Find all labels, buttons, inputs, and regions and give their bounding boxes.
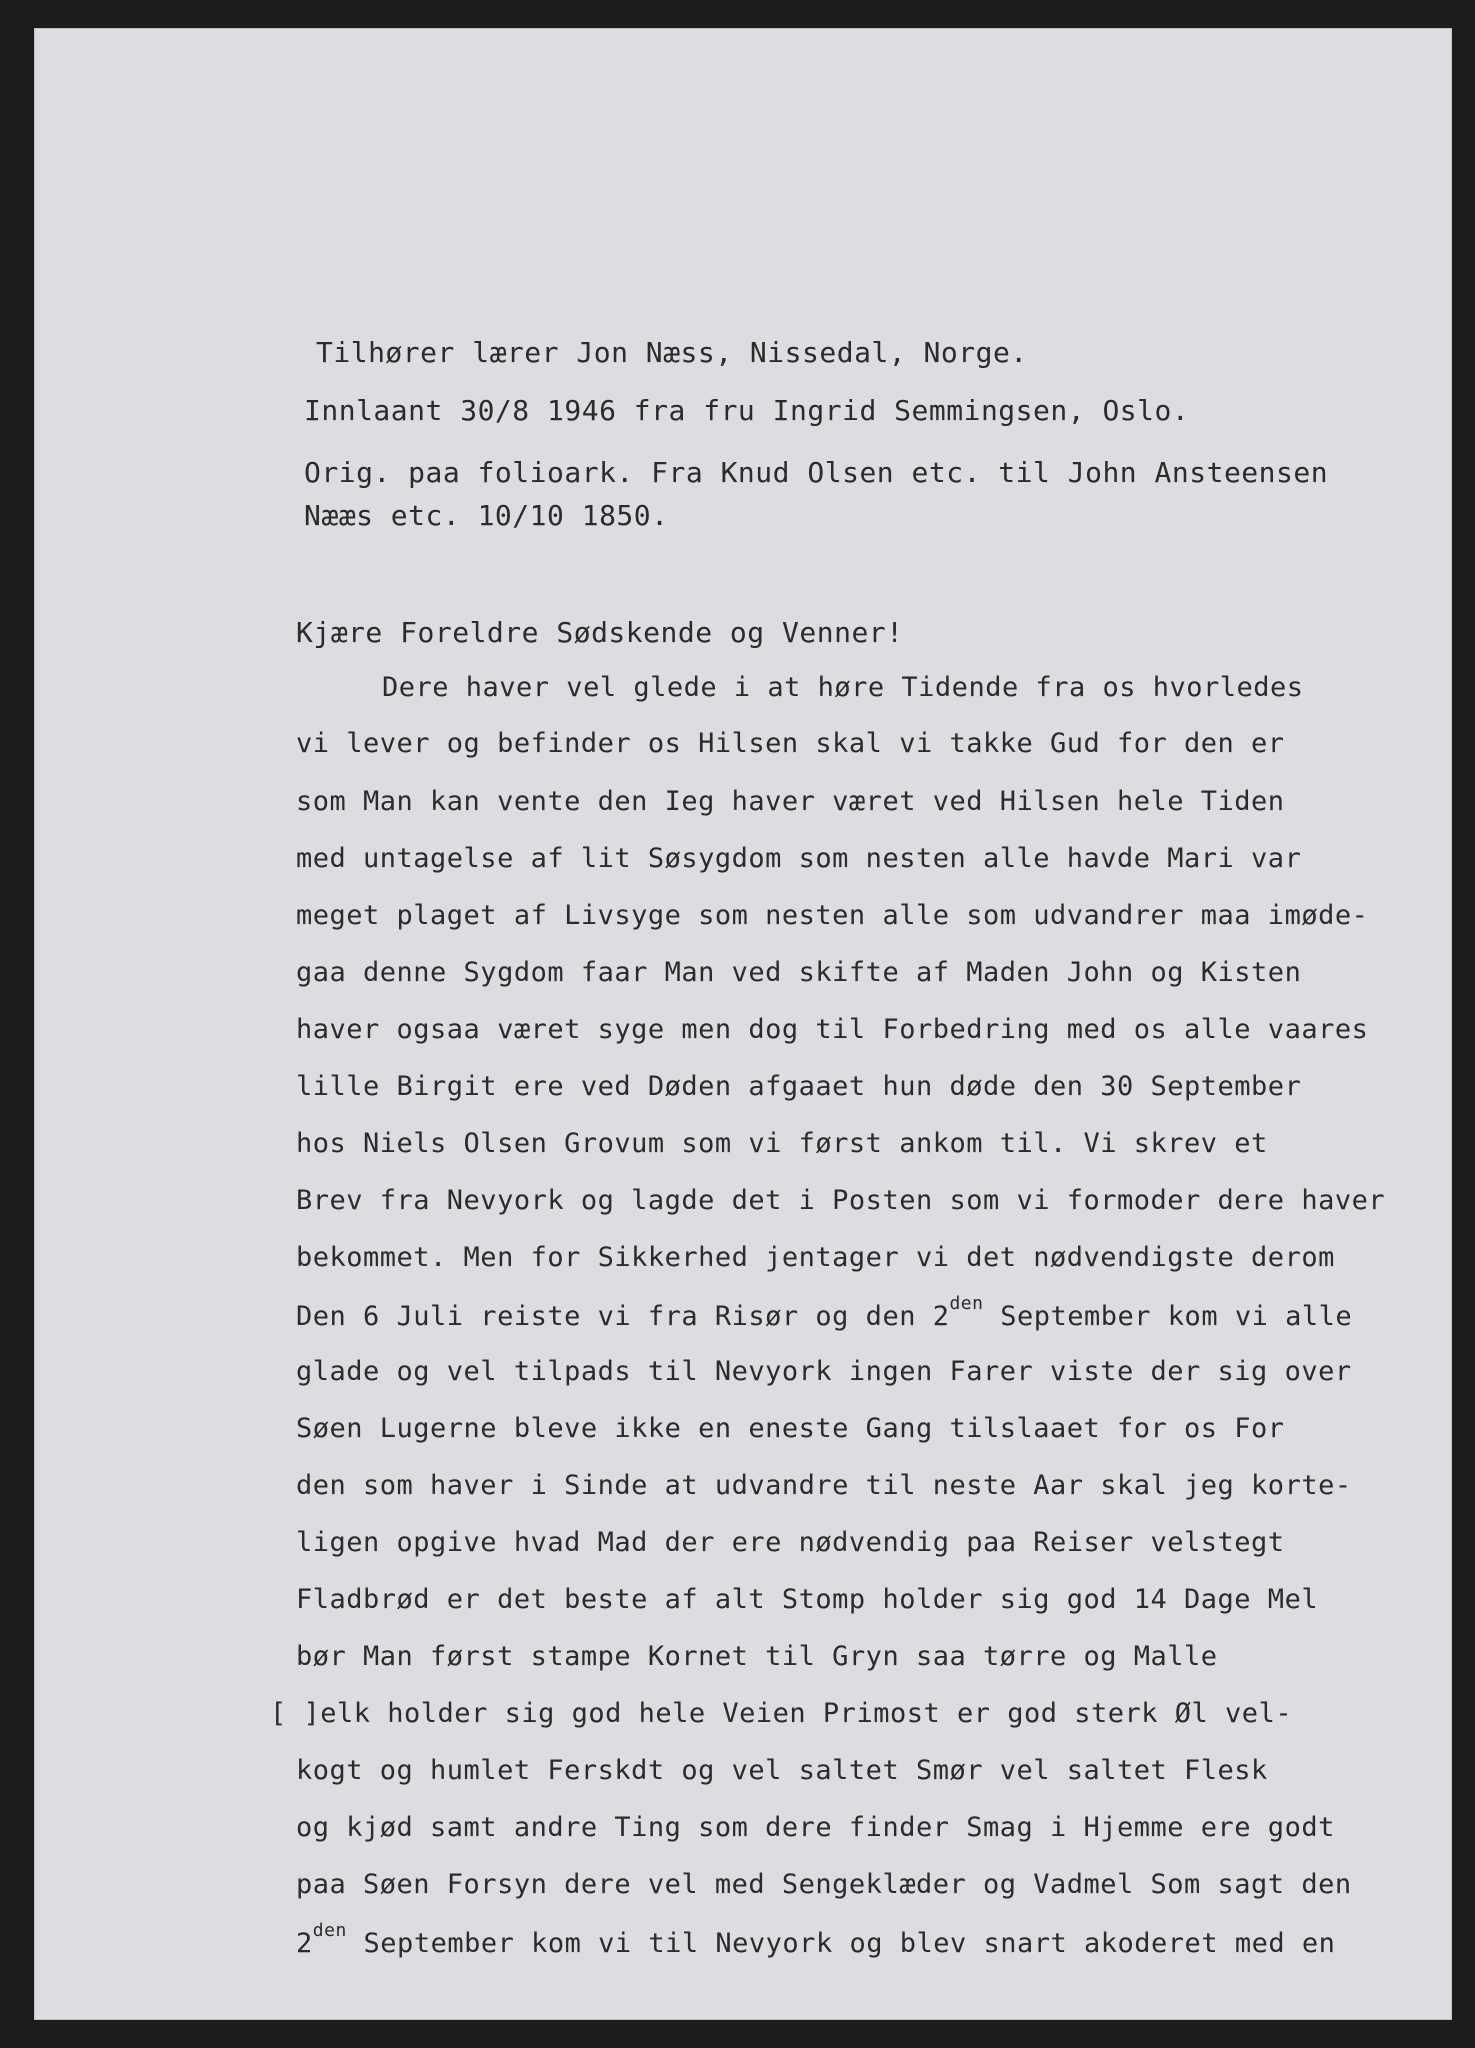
document-sheet xyxy=(34,28,1452,2020)
letter-line: gaa denne Sygdom faar Man ved skifte af Maden John og Kisten xyxy=(296,957,1302,988)
letter-line: den som haver i Sinde at udvandre til neste Aar skal jeg korte- xyxy=(296,1470,1352,1501)
header-line-3: Orig. paa folioark. Fra Knud Olsen etc. til John Ansteensen xyxy=(304,456,1329,489)
letter-line-text: September kom vi til Nevyork og blev snart akoderet med en xyxy=(363,1928,1336,1959)
header-line-1: Tilhører lærer Jon Næss, Nissedal, Norge. xyxy=(316,336,1028,369)
superscript-den: den xyxy=(949,1293,984,1314)
letter-line-text: September kom vi alle xyxy=(1000,1301,1353,1332)
letter-line: bekommet. Men for Sikkerhed jentager vi det nødvendigste derom xyxy=(296,1242,1335,1273)
letter-line: ligen opgive hvad Mad der ere nødvendig paa Reiser velstegt xyxy=(296,1527,1285,1558)
letter-line: paa Søen Forsyn dere vel med Sengeklæder og Vadmel Som sagt den xyxy=(296,1869,1352,1900)
letter-line: kogt og humlet Ferskdt og vel saltet Smør vel saltet Flesk xyxy=(296,1755,1268,1786)
header-line-2: Innlaant 30/8 1946 fra fru Ingrid Semmingsen, Oslo. xyxy=(304,394,1190,427)
letter-line: Brev fra Nevyork og lagde det i Posten som vi formoder dere haver xyxy=(296,1185,1386,1216)
letter-salutation: Kjære Foreldre Sødskende og Venner! xyxy=(296,616,904,649)
letter-line xyxy=(296,1293,1353,1332)
letter-line: og kjød samt andre Ting som dere finder Smag i Hjemme ere godt xyxy=(296,1812,1335,1843)
letter-line: som Man kan vente den Ieg haver været ved Hilsen hele Tiden xyxy=(296,786,1285,817)
letter-line xyxy=(296,1920,1336,1959)
letter-line: meget plaget af Livsyge som nesten alle som udvandrer maa imøde- xyxy=(296,900,1369,931)
letter-line: [ ]elk holder sig god hele Veien Primost er god sterk Øl vel- xyxy=(270,1698,1293,1729)
letter-line-text: 2 xyxy=(296,1928,313,1959)
header-line-4: Nææs etc. 10/10 1850. xyxy=(304,499,669,532)
letter-line: Søen Lugerne bleve ikke en eneste Gang tilslaaet for os For xyxy=(296,1413,1285,1444)
letter-line: bør Man først stampe Kornet til Gryn saa tørre og Malle xyxy=(296,1641,1218,1672)
letter-line-text: Den 6 Juli reiste vi fra Risør og den 2 xyxy=(296,1301,950,1332)
letter-line: haver ogsaa været syge men dog til Forbedring med os alle vaares xyxy=(296,1014,1369,1045)
letter-line: vi lever og befinder os Hilsen skal vi takke Gud for den er xyxy=(296,728,1285,759)
letter-line: med untagelse af lit Søsygdom som nesten alle havde Mari var xyxy=(296,843,1302,874)
letter-line: Fladbrød er det beste af alt Stomp holder sig god 14 Dage Mel xyxy=(296,1584,1319,1615)
letter-line: Dere haver vel glede i at høre Tidende fra os hvorledes xyxy=(382,672,1304,703)
letter-line: hos Niels Olsen Grovum som vi først ankom til. Vi skrev et xyxy=(296,1128,1268,1159)
superscript-den: den xyxy=(312,1920,347,1941)
letter-line: glade og vel tilpads til Nevyork ingen Farer viste der sig over xyxy=(296,1356,1352,1387)
letter-line: lille Birgit ere ved Døden afgaaet hun døde den 30 September xyxy=(296,1071,1302,1102)
